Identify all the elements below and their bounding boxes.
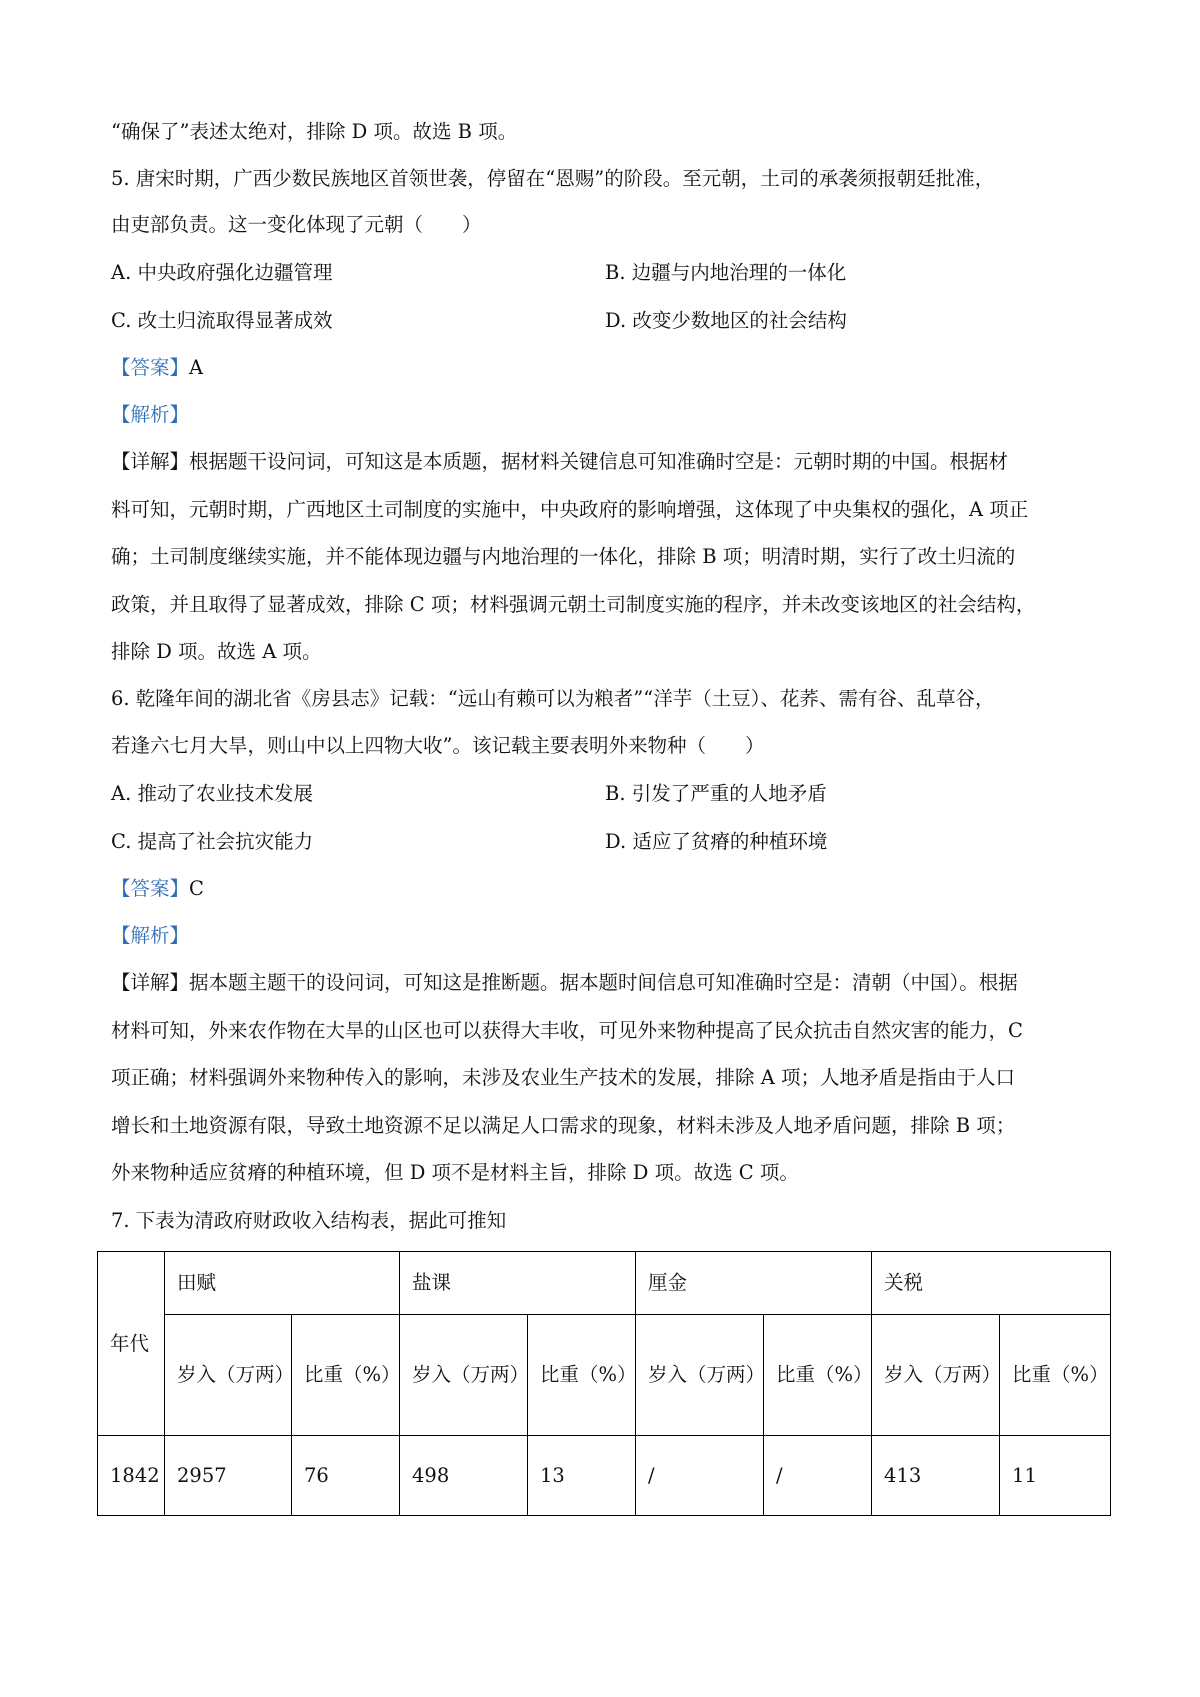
year-header: 年代 <box>98 1252 165 1436</box>
q6-option-c: C. 提高了社会抗灾能力 <box>111 830 314 853</box>
q5-option-b: B. 边疆与内地治理的一体化 <box>605 261 847 284</box>
group-header-yanke: 盐课 <box>400 1252 636 1315</box>
question-6-stem-line-1: 6. 乾隆年间的湖北省《房县志》记载：“远山有赖可以为粮者”“洋芋（土豆）、花荞、需有谷、乱草谷， <box>111 687 995 710</box>
income-header: 岁入（万两） <box>400 1315 528 1436</box>
table-cell: 76 <box>292 1436 400 1516</box>
table-cell: 13 <box>528 1436 636 1516</box>
q6-detail-line-2: 材料可知，外来农作物在大旱的山区也可以获得大丰收，可见外来物种提高了民众抗击自然灾害的能力，C <box>111 1019 1023 1042</box>
q6-answer <box>111 876 1101 902</box>
ratio-header: 比重（%） <box>1000 1315 1111 1436</box>
q5-detail-line-1: 【详解】根据题干设问词，可知这是本质题，据材料关键信息可知准确时空是：元朝时期的中国。根据材 <box>111 450 1009 473</box>
table-cell: / <box>764 1436 872 1516</box>
income-header: 岁入（万两） <box>636 1315 764 1436</box>
q6-detail-line-1: 【详解】据本题主题干的设问词，可知这是推断题。据本题时间信息可知准确时空是：清朝（中国）。根据 <box>111 971 1018 994</box>
ratio-header: 比重（%） <box>764 1315 872 1436</box>
answer-label: 【答案】 <box>111 356 190 379</box>
income-header: 岁入（万两） <box>872 1315 1000 1436</box>
income-header: 岁入（万两） <box>165 1315 292 1436</box>
fiscal-revenue-table <box>97 1251 1111 1516</box>
table-cell: / <box>636 1436 764 1516</box>
q5-analysis-label: 【解析】 <box>111 403 190 426</box>
q5-detail-line-2: 料可知，元朝时期，广西地区土司制度的实施中，中央政府的影响增强，这体现了中央集权的强化，A 项正 <box>111 498 1029 521</box>
answer-value: A <box>189 356 204 379</box>
question-6-stem-line-2: 若逢六七月大旱，则山中以上四物大收”。该记载主要表明外来物种（ ） <box>111 734 765 757</box>
table-cell: 498 <box>400 1436 528 1516</box>
year-cell: 1842 <box>98 1436 165 1516</box>
q6-option-a: A. 推动了农业技术发展 <box>111 782 313 805</box>
question-5-stem-line-2: 由吏部负责。这一变化体现了元朝（ ） <box>111 213 482 236</box>
text-line: “确保了”表述太绝对，排除 D 项。故选 B 项。 <box>111 120 518 143</box>
q6-detail-line-4: 增长和土地资源有限，导致土地资源不足以满足人口需求的现象，材料未涉及人地矛盾问题，排除 B 项； <box>111 1114 1016 1137</box>
q5-detail-line-3: 确；土司制度继续实施，并不能体现边疆与内地治理的一体化，排除 B 项；明清时期，实行了改土归流的 <box>111 545 1016 568</box>
q5-detail-line-4: 政策，并且取得了显著成效，排除 C 项；材料强调元朝土司制度实施的程序，并未改变该地区的社会结构， <box>111 593 1036 616</box>
q6-detail-line-3: 项正确；材料强调外来物种传入的影响，未涉及农业生产技术的发展，排除 A 项；人地矛盾是指由于人口 <box>111 1066 1015 1089</box>
table-cell: 413 <box>872 1436 1000 1516</box>
ratio-header: 比重（%） <box>528 1315 636 1436</box>
group-header-tianfu: 田赋 <box>165 1252 400 1315</box>
table-header-row-subcolumns <box>98 1315 1111 1436</box>
q5-option-d: D. 改变少数地区的社会结构 <box>605 309 847 332</box>
answer-label: 【答案】 <box>111 877 190 900</box>
group-header-lijin: 厘金 <box>636 1252 872 1315</box>
table-header-row-groups <box>98 1252 1111 1315</box>
q5-answer <box>111 355 1101 381</box>
group-header-guanshui: 关税 <box>872 1252 1111 1315</box>
ratio-header: 比重（%） <box>292 1315 400 1436</box>
q6-option-d: D. 适应了贫瘠的种植环境 <box>605 830 828 853</box>
table-row <box>98 1436 1111 1516</box>
question-5-stem-line-1: 5. 唐宋时期，广西少数民族地区首领世袭，停留在“恩赐”的阶段。至元朝，土司的承袭须报朝廷批准， <box>111 167 995 190</box>
question-7-stem: 7. 下表为清政府财政收入结构表，据此可推知 <box>111 1209 507 1232</box>
q5-detail-line-5: 排除 D 项。故选 A 项。 <box>111 640 322 663</box>
table-cell: 2957 <box>165 1436 292 1516</box>
q5-option-c: C. 改土归流取得显著成效 <box>111 309 333 332</box>
q5-option-a: A. 中央政府强化边疆管理 <box>111 261 333 284</box>
table-cell: 11 <box>1000 1436 1111 1516</box>
answer-value: C <box>189 877 204 900</box>
q6-detail-line-5: 外来物种适应贫瘠的种植环境，但 D 项不是材料主旨，排除 D 项。故选 C 项。 <box>111 1161 799 1184</box>
q6-option-b: B. 引发了严重的人地矛盾 <box>605 782 827 805</box>
q6-analysis-label: 【解析】 <box>111 924 190 947</box>
